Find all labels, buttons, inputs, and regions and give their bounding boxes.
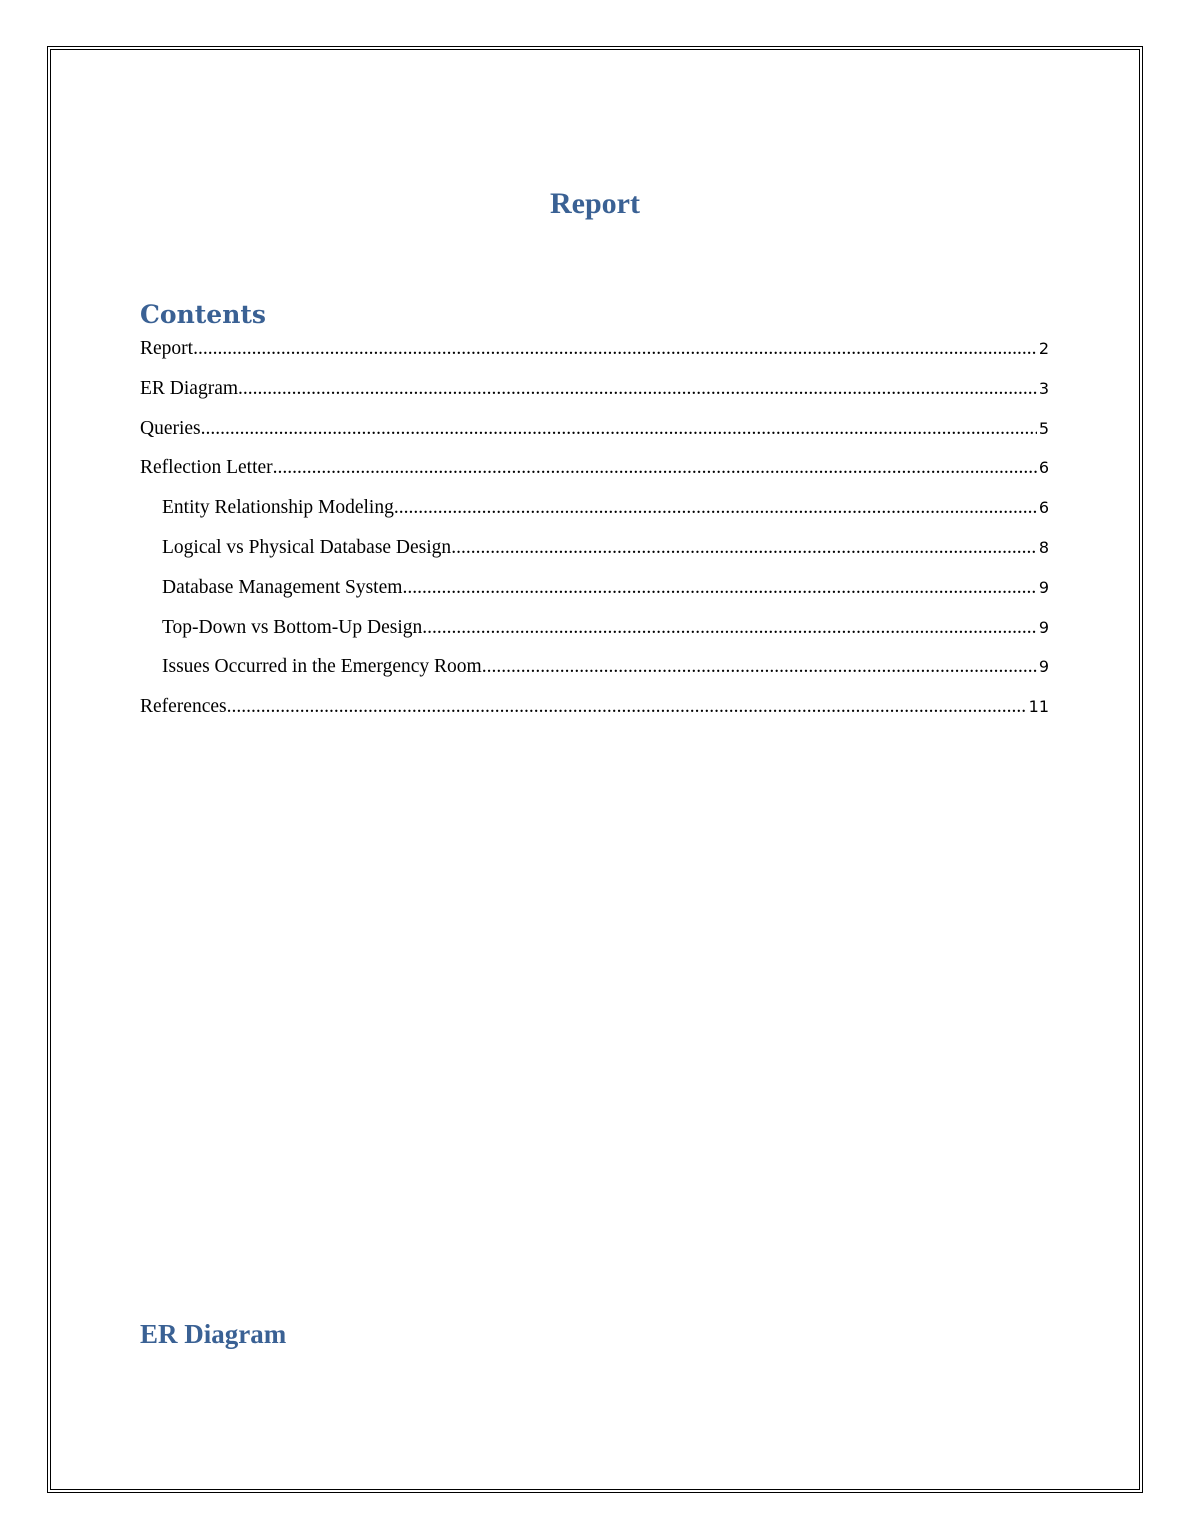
toc-page-number: 5 — [1038, 418, 1049, 438]
toc-page-number: 9 — [1038, 657, 1049, 677]
toc-dot-leader — [482, 655, 1037, 679]
toc-entry-report[interactable] — [140, 337, 1049, 361]
toc-entry-emergency-room-issues[interactable] — [140, 655, 1049, 679]
toc-dot-leader — [394, 496, 1037, 520]
toc-page-number: 2 — [1038, 339, 1049, 358]
toc-entry-label: Reflection Letter — [140, 457, 273, 479]
toc-entry-top-down-vs-bottom-up[interactable] — [140, 616, 1049, 640]
toc-entry-logical-vs-physical[interactable] — [140, 536, 1049, 560]
page-border-inner — [50, 49, 1140, 1490]
toc-dot-leader — [227, 695, 1027, 719]
toc-entry-label: Logical vs Physical Database Design — [162, 536, 452, 558]
toc-entry-label: Top-Down vs Bottom-Up Design — [162, 616, 423, 638]
toc-page-number: 9 — [1038, 577, 1049, 597]
er-diagram-heading: ER Diagram — [140, 1319, 287, 1349]
toc-entry-label: ER Diagram — [140, 377, 239, 399]
toc-dot-leader — [201, 417, 1037, 441]
toc-entry-label: Report — [140, 338, 194, 359]
toc-entry-er-diagram[interactable] — [140, 377, 1049, 401]
toc-entry-references[interactable] — [140, 695, 1049, 719]
toc-page-number: 9 — [1038, 617, 1049, 637]
document-title: Report — [550, 187, 640, 220]
toc-dot-leader — [451, 536, 1037, 560]
toc-entry-label: Queries — [140, 417, 201, 439]
toc-page-number: 3 — [1038, 378, 1049, 398]
toc-page-number: 6 — [1038, 498, 1049, 518]
toc-entry-label: Database Management System — [162, 576, 403, 598]
toc-page-number: 11 — [1028, 697, 1049, 717]
toc-dot-leader — [193, 337, 1037, 361]
contents-heading: Contents — [140, 300, 267, 329]
toc-dot-leader — [273, 456, 1037, 480]
toc-dot-leader — [422, 616, 1037, 640]
toc-dot-leader — [402, 576, 1036, 600]
toc-page-number: 6 — [1038, 458, 1049, 478]
toc-entry-dbms[interactable] — [140, 576, 1049, 600]
toc-dot-leader — [238, 377, 1037, 401]
toc-page-number: 8 — [1038, 537, 1049, 557]
toc-entry-label: References — [140, 696, 227, 718]
toc-entry-label: Issues Occurred in the Emergency Room — [162, 656, 482, 678]
toc-entry-label: Entity Relationship Modeling — [162, 497, 394, 519]
toc-entry-reflection-letter[interactable] — [140, 456, 1049, 480]
toc-entry-entity-relationship-modeling[interactable] — [140, 496, 1049, 520]
table-of-contents — [140, 337, 1049, 735]
toc-entry-queries[interactable] — [140, 417, 1049, 441]
